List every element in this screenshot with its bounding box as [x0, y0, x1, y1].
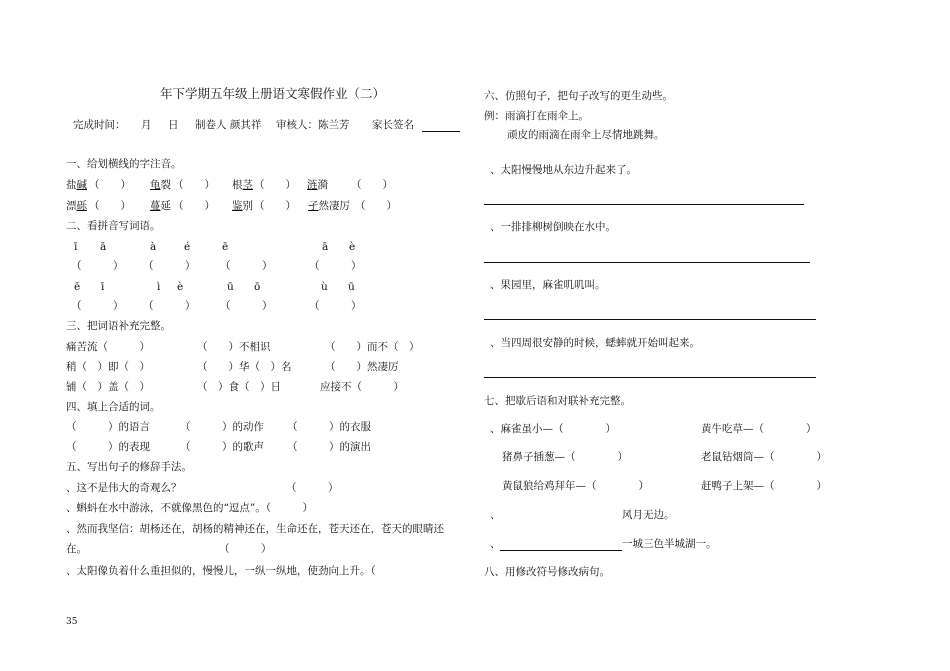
section-2-heading: 二、看拼音写词语。: [66, 220, 161, 232]
pinyin: ā: [100, 241, 107, 253]
question-text: 、当四周很安静的时候，蟋蟀就开始叫起来。: [490, 337, 700, 349]
couplet-marker: 、: [490, 509, 501, 521]
answer-paren[interactable]: （ ）: [309, 260, 362, 272]
xiehouyu-item[interactable]: 赶鸭子上架—（ ）: [701, 480, 827, 492]
answer-paren[interactable]: （ ）: [220, 260, 273, 272]
day-label: 日: [168, 119, 179, 131]
page-number: 35: [66, 617, 78, 627]
question-text: 、一排排柳树倒映在水中。: [490, 221, 616, 233]
month-label: 月: [141, 119, 152, 131]
answer-paren[interactable]: （ ）: [286, 482, 339, 494]
fill-item[interactable]: 稍（ ）即（ ）: [66, 361, 150, 373]
pinyin: ē: [74, 281, 81, 293]
xiehouyu-item[interactable]: 黄牛吃草—（ ）: [701, 423, 817, 435]
xiehouyu-item[interactable]: 猪鼻子插葱—（ ）: [502, 451, 628, 463]
answer-line[interactable]: [484, 377, 816, 378]
maker-label: 制卷人 颜其祥: [195, 119, 262, 131]
question-text: 在。: [66, 543, 87, 555]
pinyin: ū: [227, 281, 234, 293]
fill-item[interactable]: （ ）的歌声: [180, 441, 264, 453]
answer-paren[interactable]: （ ）: [309, 300, 362, 312]
answer-paren[interactable]: （ ）: [351, 179, 393, 191]
couplet-text: 风月无边。: [622, 509, 675, 521]
phonetic-item: 盐碱: [66, 179, 87, 191]
answer-line[interactable]: [484, 262, 810, 263]
answer-paren[interactable]: （ ）: [71, 300, 124, 312]
pinyin: ì: [157, 281, 161, 293]
answer-paren[interactable]: （ ）: [173, 200, 215, 212]
fill-item[interactable]: （ ）而不（ ）: [325, 341, 420, 353]
couplet-text: 一城三色半城湖一。: [622, 538, 717, 550]
page-title: 年下学期五年级上册语文寒假作业（二）: [160, 86, 386, 101]
answer-paren[interactable]: （ ）: [219, 543, 272, 555]
completion-time-label: 完成时间：: [73, 119, 126, 131]
pinyin: ù: [321, 281, 328, 293]
section-4-heading: 四、填上合适的词。: [66, 401, 161, 413]
section-1-heading: 一、给划横线的字注音。: [66, 158, 182, 170]
fill-item[interactable]: （ ）然凄厉: [325, 361, 399, 373]
fill-item[interactable]: （ ）的演出: [287, 441, 371, 453]
fill-item[interactable]: （ ）食（ ）日: [197, 381, 281, 393]
fill-item[interactable]: （ ）的表现: [66, 441, 150, 453]
answer-paren[interactable]: （ ）: [89, 200, 131, 212]
pinyin: è: [349, 241, 356, 253]
pinyin: à: [150, 241, 157, 253]
pinyin: ō: [254, 281, 261, 293]
answer-paren[interactable]: （ ）: [143, 260, 196, 272]
phonetic-item: 蔓延: [150, 200, 171, 212]
phonetic-item: 根茎: [232, 179, 253, 191]
pinyin: ī: [74, 241, 78, 253]
pinyin: ū: [348, 281, 355, 293]
answer-paren[interactable]: （ ）: [254, 200, 296, 212]
section-6-heading: 六、仿照句子，把句子改写的更生动些。: [484, 90, 673, 102]
pinyin: ā: [322, 241, 329, 253]
xiehouyu-item[interactable]: 黄鼠狼给鸡拜年—（ ）: [502, 480, 649, 492]
answer-paren[interactable]: （ ）: [143, 300, 196, 312]
section-8-heading: 八、用修改符号修改病句。: [484, 566, 610, 578]
fill-item[interactable]: 痛苦流（ ）: [66, 341, 150, 353]
answer-line[interactable]: [484, 204, 804, 205]
answer-paren[interactable]: （ ）: [89, 179, 131, 191]
couplet-blank-line[interactable]: [500, 550, 622, 551]
question-text: 、太阳慢慢地从东边升起来了。: [490, 164, 637, 176]
pinyin: è: [177, 281, 184, 293]
question-text: 、这不是伟大的奇观么？: [66, 482, 182, 494]
pinyin: é: [184, 241, 191, 253]
example-sentence: 例：雨滴打在雨伞上。: [484, 110, 589, 122]
fill-item[interactable]: （ ）的语言: [66, 421, 150, 433]
parent-signature-label: 家长签名: [372, 119, 414, 131]
question-text: 、太阳像负着什么重担似的，慢慢儿，一纵一纵地，使劲向上升。（: [66, 565, 376, 577]
phonetic-item: 龟裂: [150, 179, 171, 191]
fill-item[interactable]: （ ）华（ ）名: [197, 361, 292, 373]
answer-paren[interactable]: （ ）: [254, 179, 296, 191]
section-3-heading: 三、把词语补充完整。: [66, 320, 171, 332]
couplet-marker: 、: [490, 538, 501, 550]
section-7-heading: 七、把歇后语和对联补充完整。: [484, 395, 631, 407]
phonetic-item: 鉴别: [232, 200, 253, 212]
phonetic-item: 涟漪: [307, 179, 328, 191]
fill-item[interactable]: （ ）不相识: [197, 341, 271, 353]
answer-paren[interactable]: （ ）: [173, 179, 215, 191]
xiehouyu-item[interactable]: 、麻雀虽小—（ ）: [490, 423, 616, 435]
question-text: 、然而我坚信：胡杨还在，胡杨的精神还在，生命还在，苍天还在，苍天的眼睛还: [66, 523, 444, 535]
signature-line[interactable]: [422, 131, 460, 132]
question-text: 、蝌蚪在水中游泳，不就像黑色的“逗点”。（ ）: [66, 502, 313, 514]
reviewer-label: 审核人：陈兰芳: [276, 119, 350, 131]
fill-item[interactable]: 铺（ ）盖（ ）: [66, 381, 150, 393]
fill-item[interactable]: （ ）的动作: [180, 421, 264, 433]
answer-paren[interactable]: （ ）: [71, 260, 124, 272]
pinyin: ē: [222, 241, 229, 253]
answer-line[interactable]: [484, 319, 816, 320]
section-5-heading: 五、写出句子的修辞手法。: [66, 461, 192, 473]
fill-item[interactable]: 应接不（ ）: [320, 381, 404, 393]
xiehouyu-item[interactable]: 老鼠钻烟筒—（ ）: [701, 451, 827, 463]
example-rewrite: 顽皮的雨滴在雨伞上尽情地跳舞。: [507, 129, 665, 141]
question-text: 、果园里，麻雀叽叽叫。: [490, 279, 606, 291]
phonetic-item: 漂砾: [66, 200, 87, 212]
answer-paren[interactable]: （ ）: [220, 300, 273, 312]
answer-paren[interactable]: （ ）: [355, 200, 397, 212]
pinyin: ī: [101, 281, 105, 293]
phonetic-item: 孑然凄厉: [308, 200, 350, 212]
fill-item[interactable]: （ ）的衣服: [287, 421, 371, 433]
